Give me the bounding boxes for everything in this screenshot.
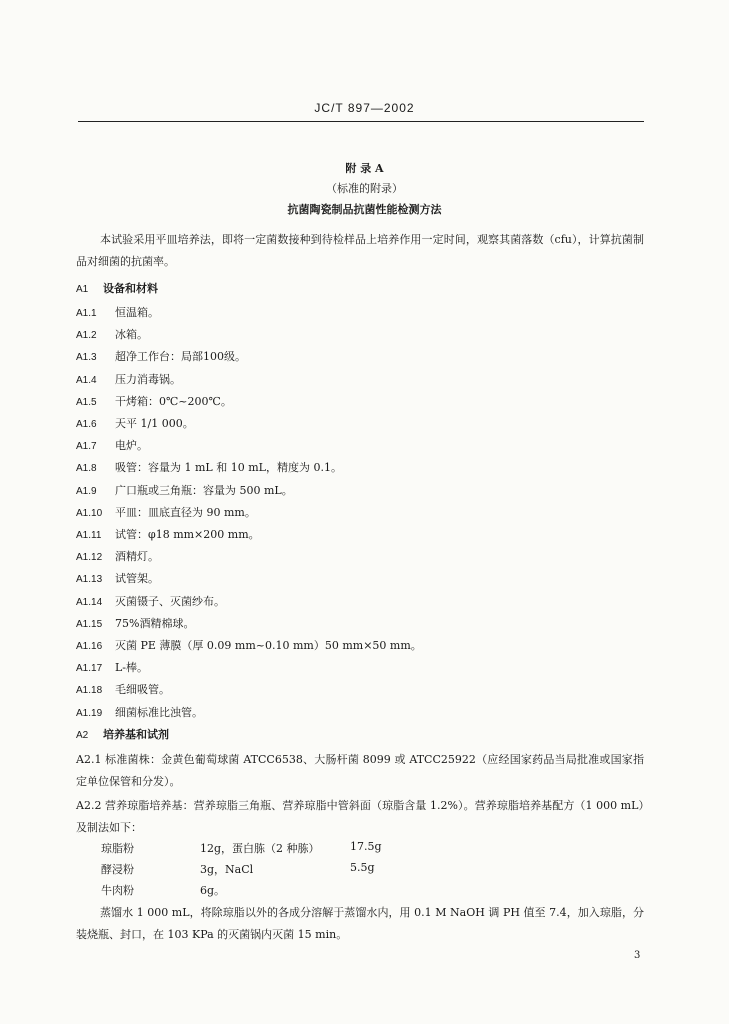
item-text: L-棒。 <box>115 661 149 675</box>
appendix-title: 附 录 A <box>345 162 384 175</box>
item-text: 试管：φ18 mm×200 mm。 <box>115 528 260 541</box>
equipment-item <box>76 704 203 720</box>
item-text: 灭菌镊子、灭菌纱布。 <box>115 594 225 608</box>
item-number: A1.16 <box>76 641 103 652</box>
equipment-item <box>76 415 194 431</box>
item-number: A1.5 <box>76 396 97 408</box>
equipment-item <box>76 526 260 542</box>
item-text: 压力消毒锅。 <box>115 372 181 386</box>
recipe-ingredient: 牛肉粉 <box>101 884 134 897</box>
item-number: A1.19 <box>76 707 103 719</box>
equipment-item <box>76 548 159 564</box>
item-text: 干烤箱：0℃~200℃。 <box>115 394 232 408</box>
a2-1-paragraph: A2.1 标准菌株：金黄色葡萄球菌 ATCC6538、大肠杆菌 8099 或 ATCC25922（应经国家药品当局批准或国家指定单位保管和分发）。 <box>76 753 644 788</box>
recipe-amount: 12g，蛋白胨（2 种胨） <box>200 842 320 855</box>
item-number: A1.11 <box>76 530 102 541</box>
item-text: 75%酒精棉球。 <box>115 616 195 630</box>
recipe-amount: 3g，NaCl <box>200 863 254 876</box>
item-number: A1.15 <box>76 618 103 630</box>
item-number: A1.4 <box>76 374 97 386</box>
equipment-item <box>76 504 256 520</box>
recipe-ingredient: 琼脂粉 <box>101 842 134 855</box>
recipe-amount: 6g。 <box>200 884 226 897</box>
recipe-amount-2: 5.5g <box>350 861 375 874</box>
appendix-heading: 抗菌陶瓷制品抗菌性能检测方法 <box>287 203 442 216</box>
item-number: A1.10 <box>76 507 103 519</box>
equipment-item <box>76 659 148 675</box>
item-number: A1.7 <box>76 441 97 453</box>
item-number: A1.8 <box>76 463 97 475</box>
item-text: 电炉。 <box>115 439 148 453</box>
equipment-item <box>76 570 159 586</box>
item-number: A1.17 <box>76 663 103 675</box>
preparation-paragraph: 蒸馏水 1 000 mL，将除琼脂以外的各成分溶解于蒸馏水内，用 0.1 M NaOH 调 PH 值至 7.4，加入琼脂，分装烧瓶、封口，在 103 KPa 的灭菌锅内灭菌 15 min。 <box>76 906 644 941</box>
equipment-item <box>76 615 194 631</box>
item-text: 酒精灯。 <box>115 550 159 564</box>
section-a2-heading <box>76 726 169 742</box>
item-number: A1.18 <box>76 685 103 697</box>
item-text: 毛细吸管。 <box>115 683 170 697</box>
section-number: A2 <box>76 730 89 741</box>
equipment-item <box>76 437 148 453</box>
item-number: A1.9 <box>76 485 97 497</box>
equipment-item <box>76 304 159 320</box>
header-rule <box>78 121 644 122</box>
item-number: A1.14 <box>76 596 103 608</box>
item-text: 冰箱。 <box>115 328 148 342</box>
equipment-item <box>76 459 342 475</box>
item-text: 吸管：容量为 1 mL 和 10 mL，精度为 0.1。 <box>115 461 342 475</box>
item-text: 天平 1/1 000。 <box>115 417 194 430</box>
section-a1-heading <box>76 280 158 296</box>
item-text: 超净工作台：局部100级。 <box>115 350 246 364</box>
equipment-item <box>76 681 170 697</box>
item-number: A1.13 <box>76 574 103 586</box>
equipment-item <box>76 593 225 609</box>
section-title: 培养基和试剂 <box>103 728 169 741</box>
equipment-item <box>76 482 293 498</box>
recipe-amount-2: 17.5g <box>350 840 382 853</box>
item-number: A1.1 <box>76 308 97 319</box>
a2-2-paragraph: A2.2 营养琼脂培养基：营养琼脂三角瓶、营养琼脂中管斜面（琼脂含量 1.2%）。营养琼脂培养基配方（1 000 mL）及制法如下： <box>76 799 644 834</box>
equipment-item <box>76 637 422 653</box>
page-number: 3 <box>634 950 641 961</box>
section-number: A1 <box>76 284 89 295</box>
equipment-item <box>76 393 232 409</box>
equipment-item <box>76 348 246 364</box>
item-text: 灭菌 PE 薄膜（厚 0.09 mm~0.10 mm）50 mm×50 mm。 <box>115 639 422 652</box>
section-title: 设备和材料 <box>103 282 158 295</box>
item-number: A1.12 <box>76 552 103 564</box>
equipment-item <box>76 371 181 387</box>
appendix-subtitle: （标准的附录） <box>326 182 403 195</box>
item-text: 平皿：皿底直径为 90 mm。 <box>115 505 256 519</box>
item-text: 广口瓶或三角瓶：容量为 500 mL。 <box>115 483 293 497</box>
recipe-ingredient: 酵浸粉 <box>101 863 134 876</box>
equipment-item <box>76 326 148 342</box>
item-text: 细菌标准比浊管。 <box>115 705 203 719</box>
item-text: 试管架。 <box>115 572 159 586</box>
standard-code-header: JC/T 897—2002 <box>314 101 415 115</box>
item-text: 恒温箱。 <box>115 306 159 319</box>
intro-paragraph: 本试验采用平皿培养法，即将一定菌数接种到待检样品上培养作用一定时间，观察其菌落数（cfu），计算抗菌制品对细菌的抗菌率。 <box>76 233 644 268</box>
item-number: A1.2 <box>76 330 97 342</box>
item-number: A1.3 <box>76 352 97 364</box>
item-number: A1.6 <box>76 419 97 430</box>
